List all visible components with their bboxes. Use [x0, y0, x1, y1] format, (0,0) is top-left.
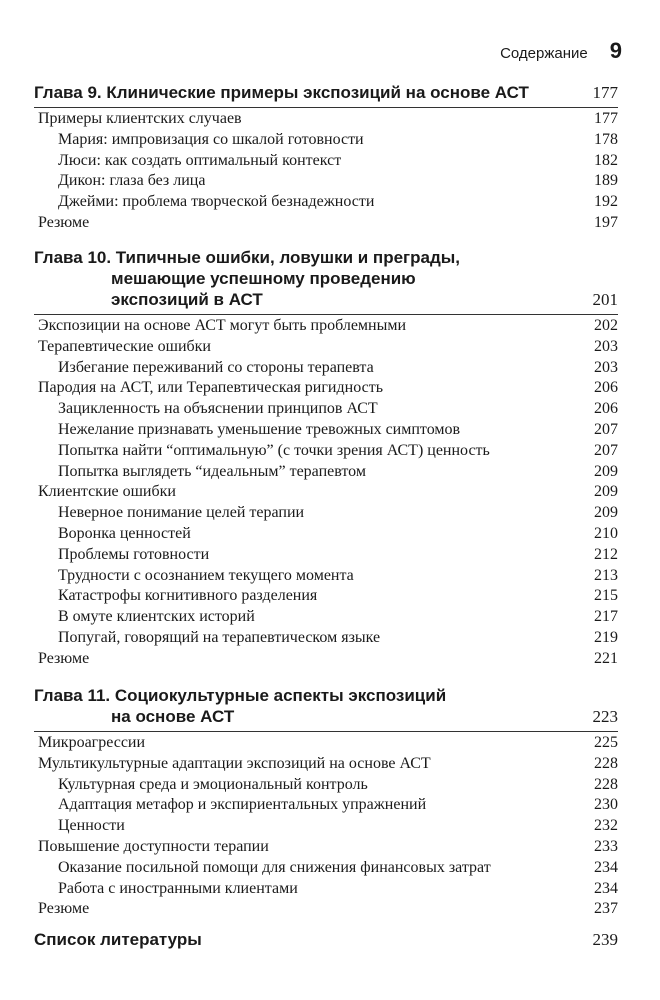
toc-entry-page: 225 [594, 734, 618, 751]
chapter-divider [34, 107, 618, 108]
toc-entry-page: 221 [594, 649, 618, 667]
toc-entry-page: 197 [594, 213, 618, 231]
toc-entry[interactable] [34, 628, 618, 649]
toc-entry-title: Мультикультурные адаптации экспозиций на основе АСТ [38, 754, 431, 772]
toc-entry[interactable] [34, 837, 618, 858]
toc-entry[interactable] [34, 420, 618, 441]
toc-entry-title: Пародия на АСТ, или Терапевтическая ригидность [38, 379, 383, 397]
toc-entry-page: 234 [594, 879, 618, 897]
toc-entry-title: Резюме [38, 649, 90, 667]
toc-entry[interactable] [34, 524, 618, 545]
toc-entry[interactable] [34, 649, 618, 670]
toc-entry-title: Примеры клиентских случаев [38, 110, 242, 127]
toc-entry[interactable] [34, 337, 618, 358]
toc-entry-title: Экспозиции на основе АСТ могут быть проблемными [38, 317, 407, 334]
toc-entry-title: Культурная среда и эмоциональный контроль [58, 775, 368, 793]
toc-entry-page: 219 [594, 628, 618, 646]
toc-entry-title: Нежелание признавать уменьшение тревожных симптомов [58, 420, 461, 438]
toc-entry-page: 209 [594, 462, 618, 480]
toc-entry-page: 182 [594, 151, 618, 169]
toc-entry-title: Дикон: глаза без лица [58, 172, 206, 190]
toc-entry[interactable] [34, 503, 618, 524]
chapter-11 [34, 685, 618, 920]
toc-entry[interactable] [34, 399, 618, 420]
chapter-title-line: экспозиций в АСТ [111, 290, 263, 309]
toc-entry[interactable] [34, 358, 618, 379]
toc-entry-title: Воронка ценностей [58, 524, 191, 542]
chapter-title[interactable] [34, 82, 618, 103]
toc-entry-page: 228 [594, 775, 618, 793]
toc-entry-page: 234 [594, 858, 618, 876]
toc-entry-page: 212 [594, 545, 618, 563]
toc-entry-title: Резюме [38, 900, 90, 918]
toc-entry[interactable] [34, 754, 618, 775]
toc-entry-title: Ценности [58, 817, 125, 835]
toc-entry-title: Терапевтические ошибки [38, 337, 211, 355]
toc-entry[interactable] [34, 192, 618, 213]
toc-entry-title: Катастрофы когнитивного разделения [58, 587, 318, 605]
toc-entry[interactable] [34, 462, 618, 483]
toc-entry-page: 233 [594, 837, 618, 855]
running-head [500, 38, 622, 64]
toc-entry-title: В омуте клиентских историй [58, 608, 255, 626]
chapter-entries [34, 733, 618, 920]
toc-entry[interactable] [34, 130, 618, 151]
toc-entry[interactable] [34, 109, 618, 130]
toc-entry-page: 192 [594, 193, 618, 211]
chapter-title[interactable] [34, 685, 618, 727]
toc-entry[interactable] [34, 607, 618, 628]
toc-entry-title: Неверное понимание целей терапии [58, 504, 305, 522]
toc-entry-page: 178 [594, 130, 618, 148]
toc-entry-title: Зацикленность на объяснении принципов АСТ [58, 400, 378, 418]
chapter-title-line: мешающие успешному проведению [111, 269, 416, 288]
toc-entry-page: 230 [594, 796, 618, 814]
toc-entry[interactable] [34, 151, 618, 172]
toc-entry-page: 217 [594, 608, 618, 626]
toc-entry-page: 209 [594, 483, 618, 501]
toc-entry-page: 232 [594, 817, 618, 835]
chapter-entries [34, 109, 618, 234]
toc-entry-title: Трудности с осознанием текущего момента [58, 566, 354, 584]
toc-entry[interactable] [34, 899, 618, 920]
toc-entry-page: 203 [594, 337, 618, 355]
toc-entry-page: 209 [594, 504, 618, 522]
toc-entry-page: 203 [594, 358, 618, 376]
toc-entry-title: Избегание переживаний со стороны терапевта [58, 358, 374, 376]
toc-entry-page: 207 [594, 420, 618, 438]
toc-entry[interactable] [34, 775, 618, 796]
toc-entry[interactable] [34, 586, 618, 607]
toc-entry-title: Проблемы готовности [58, 545, 210, 563]
toc-entry-title: Попытка выглядеть “идеальным” терапевтом [58, 462, 366, 480]
chapter-9 [34, 82, 618, 234]
chapter-title-line: Глава 9. Клинические примеры экспозиций на основе АСТ [34, 83, 529, 102]
chapter-page: 223 [592, 707, 618, 726]
toc-entry-title: Адаптация метафор и экспириентальных упражнений [58, 796, 427, 814]
toc-entry-page: 213 [594, 566, 618, 584]
toc-entry-page: 228 [594, 754, 618, 772]
toc-entry-page: 206 [594, 379, 618, 397]
toc-entry-page: 237 [594, 900, 618, 918]
toc-entry-title: Клиентские ошибки [38, 483, 176, 501]
toc-entry-page: 189 [594, 172, 618, 190]
toc-entry-title: Люси: как создать оптимальный контекст [58, 151, 342, 169]
chapter-divider [34, 314, 618, 315]
toc-entry-page: 206 [594, 400, 618, 418]
toc-entry-title: Попугай, говорящий на терапевтическом языке [58, 628, 381, 646]
chapter-title[interactable] [34, 247, 618, 310]
toc-entry[interactable] [34, 795, 618, 816]
chapter-title-line: Глава 10. Типичные ошибки, ловушки и преграды, [34, 248, 460, 267]
toc-entry[interactable] [34, 482, 618, 503]
chapter-page: 201 [592, 290, 618, 309]
chapter-entries [34, 316, 618, 670]
toc-entry[interactable] [34, 879, 618, 900]
toc-entry[interactable] [34, 545, 618, 566]
toc-entry-page: 215 [594, 587, 618, 605]
toc-entry-title: Попытка найти “оптимальную” (с точки зрения АСТ) ценность [58, 441, 490, 459]
toc-entry-page: 177 [594, 110, 618, 127]
toc-entry-title: Микроагрессии [38, 734, 146, 751]
running-head-title: Содержание [500, 45, 588, 62]
toc-entry[interactable] [34, 858, 618, 879]
toc-entry[interactable] [34, 733, 618, 754]
chapter-10 [34, 247, 618, 670]
toc-entry-page: 207 [594, 441, 618, 459]
chapter-title-line: Глава 11. Социокультурные аспекты экспозиций [34, 686, 447, 705]
toc-entry[interactable] [34, 316, 618, 337]
toc-entry[interactable] [34, 441, 618, 462]
chapter-page: 177 [592, 83, 618, 102]
toc-entry[interactable] [34, 566, 618, 587]
toc-entry-title: Резюме [38, 213, 90, 231]
chapter-divider [34, 731, 618, 732]
bibliography-entry[interactable] [34, 930, 618, 950]
toc-entry[interactable] [34, 171, 618, 192]
toc-entry-page: 210 [594, 524, 618, 542]
bibliography-title: Список литературы [34, 930, 202, 949]
toc-entry-title: Работа с иностранными клиентами [58, 879, 298, 897]
page-number: 9 [609, 38, 622, 63]
toc-entry[interactable] [34, 378, 618, 399]
toc-entry-title: Джейми: проблема творческой безнадежности [58, 193, 375, 211]
toc-entry[interactable] [34, 816, 618, 837]
toc-entry-title: Повышение доступности терапии [38, 837, 269, 855]
toc-entry-title: Мария: импровизация со шкалой готовности [58, 130, 364, 148]
toc-entry-page: 202 [594, 317, 618, 334]
bibliography-page: 239 [592, 930, 618, 949]
toc-entry-title: Оказание посильной помощи для снижения финансовых затрат [58, 858, 491, 876]
toc-entry[interactable] [34, 213, 618, 234]
chapter-title-line: на основе АСТ [111, 707, 235, 726]
